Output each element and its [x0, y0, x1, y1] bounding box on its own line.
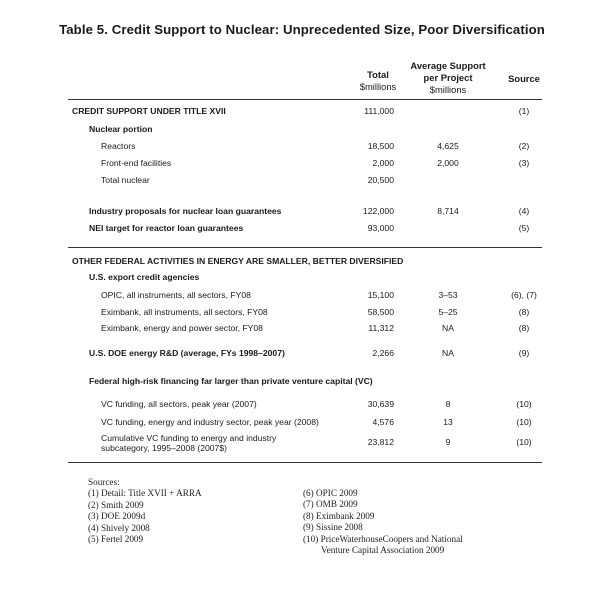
- section-heading: CREDIT SUPPORT UNDER TITLE XVII: [72, 106, 226, 116]
- column-header-average-line1: Average Support: [410, 60, 486, 71]
- subheading: U.S. export credit agencies: [89, 272, 200, 282]
- source-entry: (10) PriceWaterhouseCoopers and National: [303, 533, 463, 544]
- total-value: 15,100: [367, 290, 394, 300]
- total-value: 2,000: [372, 158, 394, 168]
- column-header-total-label: Total: [367, 69, 389, 80]
- row-label: Eximbank, energy and power sector, FY08: [101, 323, 263, 333]
- source-ref: (2): [518, 141, 530, 151]
- subheading: Nuclear portion: [89, 124, 153, 134]
- row-label: VC funding, all sectors, peak year (2007): [101, 399, 257, 409]
- total-value: 20,500: [367, 175, 394, 185]
- section-heading: OTHER FEDERAL ACTIVITIES IN ENERGY ARE SMALLER, BETTER DIVERSIFIED: [72, 256, 404, 266]
- average-value: NA: [442, 323, 454, 333]
- source-ref: (8): [518, 307, 530, 317]
- source-entry: (5) Fertel 2009: [88, 534, 144, 545]
- row-label: Reactors: [101, 141, 136, 151]
- source-entry: (4) Shively 2008: [88, 522, 150, 533]
- source-ref: (6), (7): [511, 290, 537, 300]
- average-value: 8: [445, 399, 451, 409]
- header-rule: [68, 99, 542, 100]
- source-entry: (2) Smith 2009: [88, 499, 144, 510]
- row-label-line1: Cumulative VC funding to energy and industry: [101, 433, 277, 443]
- total-value: 93,000: [367, 223, 394, 233]
- source-entry: (3) DOE 2009d: [88, 511, 146, 522]
- average-value: NA: [442, 348, 454, 358]
- row-label: Front-end facilities: [101, 158, 172, 168]
- source-ref: (10): [516, 399, 532, 409]
- total-value: 111,000: [364, 106, 394, 116]
- table-title: Table 5. Credit Support to Nuclear: Unprecedented Size, Poor Diversification: [59, 22, 545, 37]
- sources-heading: Sources:: [88, 477, 120, 487]
- row-label: Eximbank, all instruments, all sectors, FY08: [101, 307, 268, 317]
- source-entry: Venture Capital Association 2009: [321, 545, 445, 556]
- column-header-source-label: Source: [508, 73, 540, 84]
- row-label-line2: subcategory, 1995–2008 (2007$): [101, 443, 227, 453]
- section-rule: [68, 247, 542, 248]
- source-ref: (5): [518, 223, 530, 233]
- row-label: Industry proposals for nuclear loan guarantees: [89, 206, 282, 216]
- source-entry: (6) OPIC 2009: [303, 488, 358, 498]
- row-label: NEI target for reactor loan guarantees: [89, 223, 244, 233]
- row-label: U.S. DOE energy R&D (average, FYs 1998–2007): [89, 348, 285, 358]
- total-value: 2,266: [372, 348, 394, 358]
- average-value: 3–53: [438, 290, 458, 300]
- row-label: OPIC, all instruments, all sectors, FY08: [101, 290, 251, 300]
- source-entry: (8) Eximbank 2009: [303, 510, 375, 521]
- sources-left: [88, 477, 202, 545]
- subheading: Federal high-risk financing far larger than private venture capital (VC): [89, 376, 373, 386]
- total-value: 4,576: [372, 417, 394, 427]
- source-ref: (10): [516, 417, 532, 427]
- source-ref: (9): [518, 348, 530, 358]
- source-entry: (1) Detail: Title XVII + ARRA: [88, 488, 202, 499]
- average-value: 13: [443, 417, 453, 427]
- footer-rule: [68, 462, 542, 463]
- average-value: 5–25: [438, 307, 458, 317]
- average-value: 4,625: [437, 141, 459, 151]
- row-label: Total nuclear: [101, 175, 150, 185]
- source-ref: (8): [518, 323, 530, 333]
- source-ref: (3): [518, 158, 530, 168]
- total-value: 18,500: [367, 141, 394, 151]
- column-header-average: [408, 60, 488, 96]
- sources-right: [303, 488, 463, 556]
- source-ref: (10): [516, 437, 532, 447]
- column-header-source: [492, 73, 556, 85]
- column-header-average-line2: per Project: [423, 72, 473, 83]
- column-header-average-unit: $millions: [429, 84, 467, 95]
- source-ref: (4): [518, 206, 530, 216]
- average-value: 9: [445, 437, 451, 447]
- total-value: 122,000: [362, 206, 394, 216]
- total-value: 58,500: [367, 307, 394, 317]
- source-ref: (1): [518, 106, 530, 116]
- source-entry: (9) Sissine 2008: [303, 522, 363, 533]
- source-entry: (7) OMB 2009: [303, 499, 358, 510]
- total-value: 11,312: [368, 323, 394, 333]
- column-header-total: [348, 69, 408, 93]
- average-value: 8,714: [437, 206, 459, 216]
- average-value: 2,000: [437, 158, 459, 168]
- total-value: 23,812: [367, 437, 394, 447]
- total-value: 30,639: [367, 399, 394, 409]
- column-header-total-unit: $millions: [359, 81, 397, 92]
- row-label: VC funding, energy and industry sector, peak year (2008): [101, 417, 319, 427]
